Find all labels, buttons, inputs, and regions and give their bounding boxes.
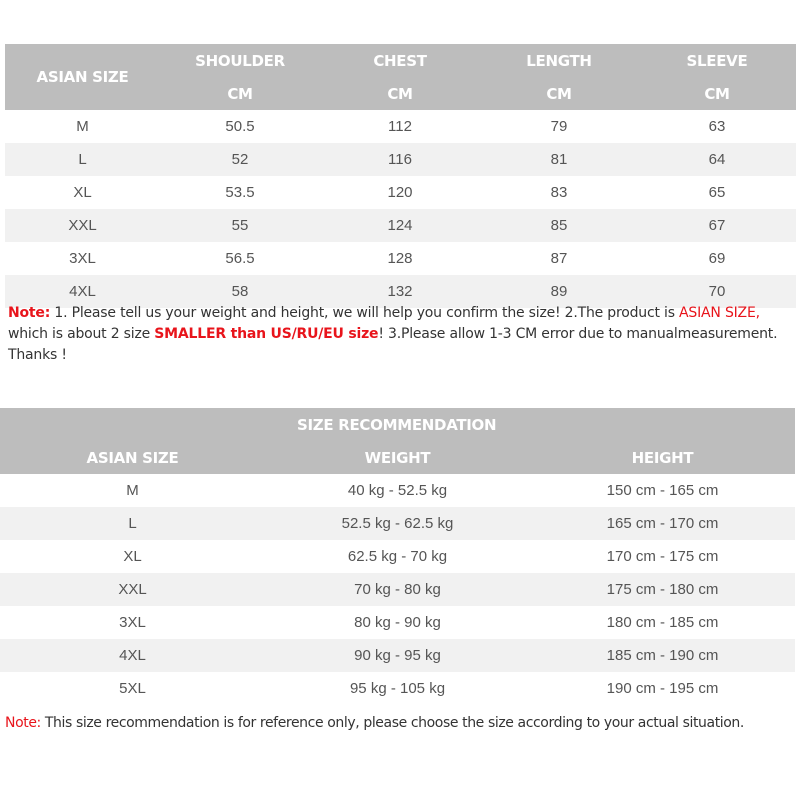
cell-chest: 116 bbox=[320, 143, 480, 176]
size-recommendation-table bbox=[0, 408, 795, 705]
cell-sleeve: 69 bbox=[708, 250, 726, 267]
cell-shoulder: 58 bbox=[160, 275, 320, 308]
cell-size: 3XL bbox=[69, 250, 96, 267]
note-text-1: 1. Please tell us your weight and height, we will help you confirm the size! 2.The product is bbox=[50, 305, 680, 321]
note-highlight-smaller: SMALLER than US/RU/EU size bbox=[154, 326, 379, 342]
table-row bbox=[0, 573, 795, 606]
cell-sleeve: 65 bbox=[708, 184, 726, 201]
cell-sleeve: 63 bbox=[708, 118, 726, 135]
note-highlight-asian-size: ASIAN SIZE, bbox=[679, 305, 760, 321]
table-row bbox=[5, 242, 796, 275]
cell-chest: 128 bbox=[387, 250, 413, 267]
header-sleeve: SLEEVE bbox=[638, 44, 796, 77]
size-note bbox=[8, 303, 798, 366]
table-row bbox=[5, 110, 796, 143]
cell-size: 5XL bbox=[119, 680, 146, 697]
cell-height: 165 cm - 170 cm bbox=[530, 507, 795, 540]
cell-length: 87 bbox=[550, 250, 568, 267]
header-chest: CHEST bbox=[320, 44, 480, 77]
header-height: HEIGHT bbox=[530, 441, 795, 474]
cell-size: M bbox=[126, 482, 139, 499]
cell-weight: 70 kg - 80 kg bbox=[265, 573, 530, 606]
header-sleeve-unit: CM bbox=[638, 77, 796, 110]
cell-size: XXL bbox=[0, 573, 265, 606]
cell-height: 190 cm - 195 cm bbox=[606, 680, 719, 697]
cell-weight: 52.5 kg - 62.5 kg bbox=[265, 507, 530, 540]
cell-size: M bbox=[76, 118, 89, 135]
note-text: This size recommendation is for reference only, please choose the size according to your actual situation. bbox=[40, 715, 744, 731]
cell-shoulder: 53.5 bbox=[225, 184, 255, 201]
cell-length: 79 bbox=[550, 118, 568, 135]
header-length: LENGTH bbox=[480, 44, 638, 77]
cell-size: 3XL bbox=[119, 614, 146, 631]
cell-weight: 62.5 kg - 70 kg bbox=[347, 548, 448, 565]
header-length-unit: CM bbox=[480, 77, 638, 110]
cell-height: 175 cm - 180 cm bbox=[530, 573, 795, 606]
cell-size: XL bbox=[123, 548, 142, 565]
header-weight: WEIGHT bbox=[265, 441, 530, 474]
header-shoulder: SHOULDER bbox=[160, 44, 320, 77]
cell-shoulder: 50.5 bbox=[225, 118, 255, 135]
header-chest-unit: CM bbox=[320, 77, 480, 110]
cell-sleeve: 70 bbox=[638, 275, 796, 308]
cell-size: 4XL bbox=[0, 639, 265, 672]
measurement-table bbox=[5, 44, 796, 308]
cell-height: 170 cm - 175 cm bbox=[606, 548, 719, 565]
cell-weight: 95 kg - 105 kg bbox=[349, 680, 446, 697]
cell-length: 83 bbox=[550, 184, 568, 201]
cell-shoulder: 56.5 bbox=[225, 250, 255, 267]
cell-height: 150 cm - 165 cm bbox=[606, 482, 719, 499]
cell-length: 81 bbox=[480, 143, 638, 176]
table-row bbox=[5, 176, 796, 209]
table-row bbox=[0, 474, 795, 507]
cell-chest: 132 bbox=[320, 275, 480, 308]
cell-weight: 90 kg - 95 kg bbox=[265, 639, 530, 672]
table-row bbox=[0, 540, 795, 573]
header-asian-size: ASIAN SIZE bbox=[0, 441, 265, 474]
cell-length: 85 bbox=[480, 209, 638, 242]
cell-shoulder: 55 bbox=[160, 209, 320, 242]
cell-height: 180 cm - 185 cm bbox=[606, 614, 719, 631]
table-row bbox=[0, 606, 795, 639]
recommendation-title: SIZE RECOMMENDATION bbox=[0, 408, 795, 441]
cell-size: 4XL bbox=[5, 275, 160, 308]
cell-weight: 40 kg - 52.5 kg bbox=[347, 482, 448, 499]
table-row bbox=[0, 672, 795, 705]
cell-shoulder: 52 bbox=[160, 143, 320, 176]
cell-chest: 120 bbox=[387, 184, 413, 201]
cell-chest: 124 bbox=[320, 209, 480, 242]
note-text-2: which is about 2 size bbox=[8, 326, 155, 342]
cell-weight: 80 kg - 90 kg bbox=[354, 614, 441, 631]
cell-size: XL bbox=[73, 184, 92, 201]
cell-size: XXL bbox=[5, 209, 160, 242]
note-label: Note: bbox=[8, 305, 51, 321]
table-row bbox=[0, 507, 795, 540]
header-shoulder-unit: CM bbox=[160, 77, 320, 110]
cell-length: 89 bbox=[480, 275, 638, 308]
cell-size: L bbox=[0, 507, 265, 540]
table-row bbox=[5, 209, 796, 242]
cell-chest: 112 bbox=[388, 118, 412, 135]
note-text-3: ! 3.Please allow 1-3 CM error due to manualmeasurement. Thanks ! bbox=[8, 326, 778, 363]
table-row bbox=[0, 639, 795, 672]
cell-sleeve: 64 bbox=[638, 143, 796, 176]
table-row bbox=[5, 143, 796, 176]
header-asian-size: ASIAN SIZE bbox=[5, 44, 160, 110]
cell-size: L bbox=[5, 143, 160, 176]
cell-height: 185 cm - 190 cm bbox=[530, 639, 795, 672]
cell-sleeve: 67 bbox=[638, 209, 796, 242]
recommendation-note bbox=[5, 713, 795, 734]
note-label: Note: bbox=[5, 715, 41, 731]
